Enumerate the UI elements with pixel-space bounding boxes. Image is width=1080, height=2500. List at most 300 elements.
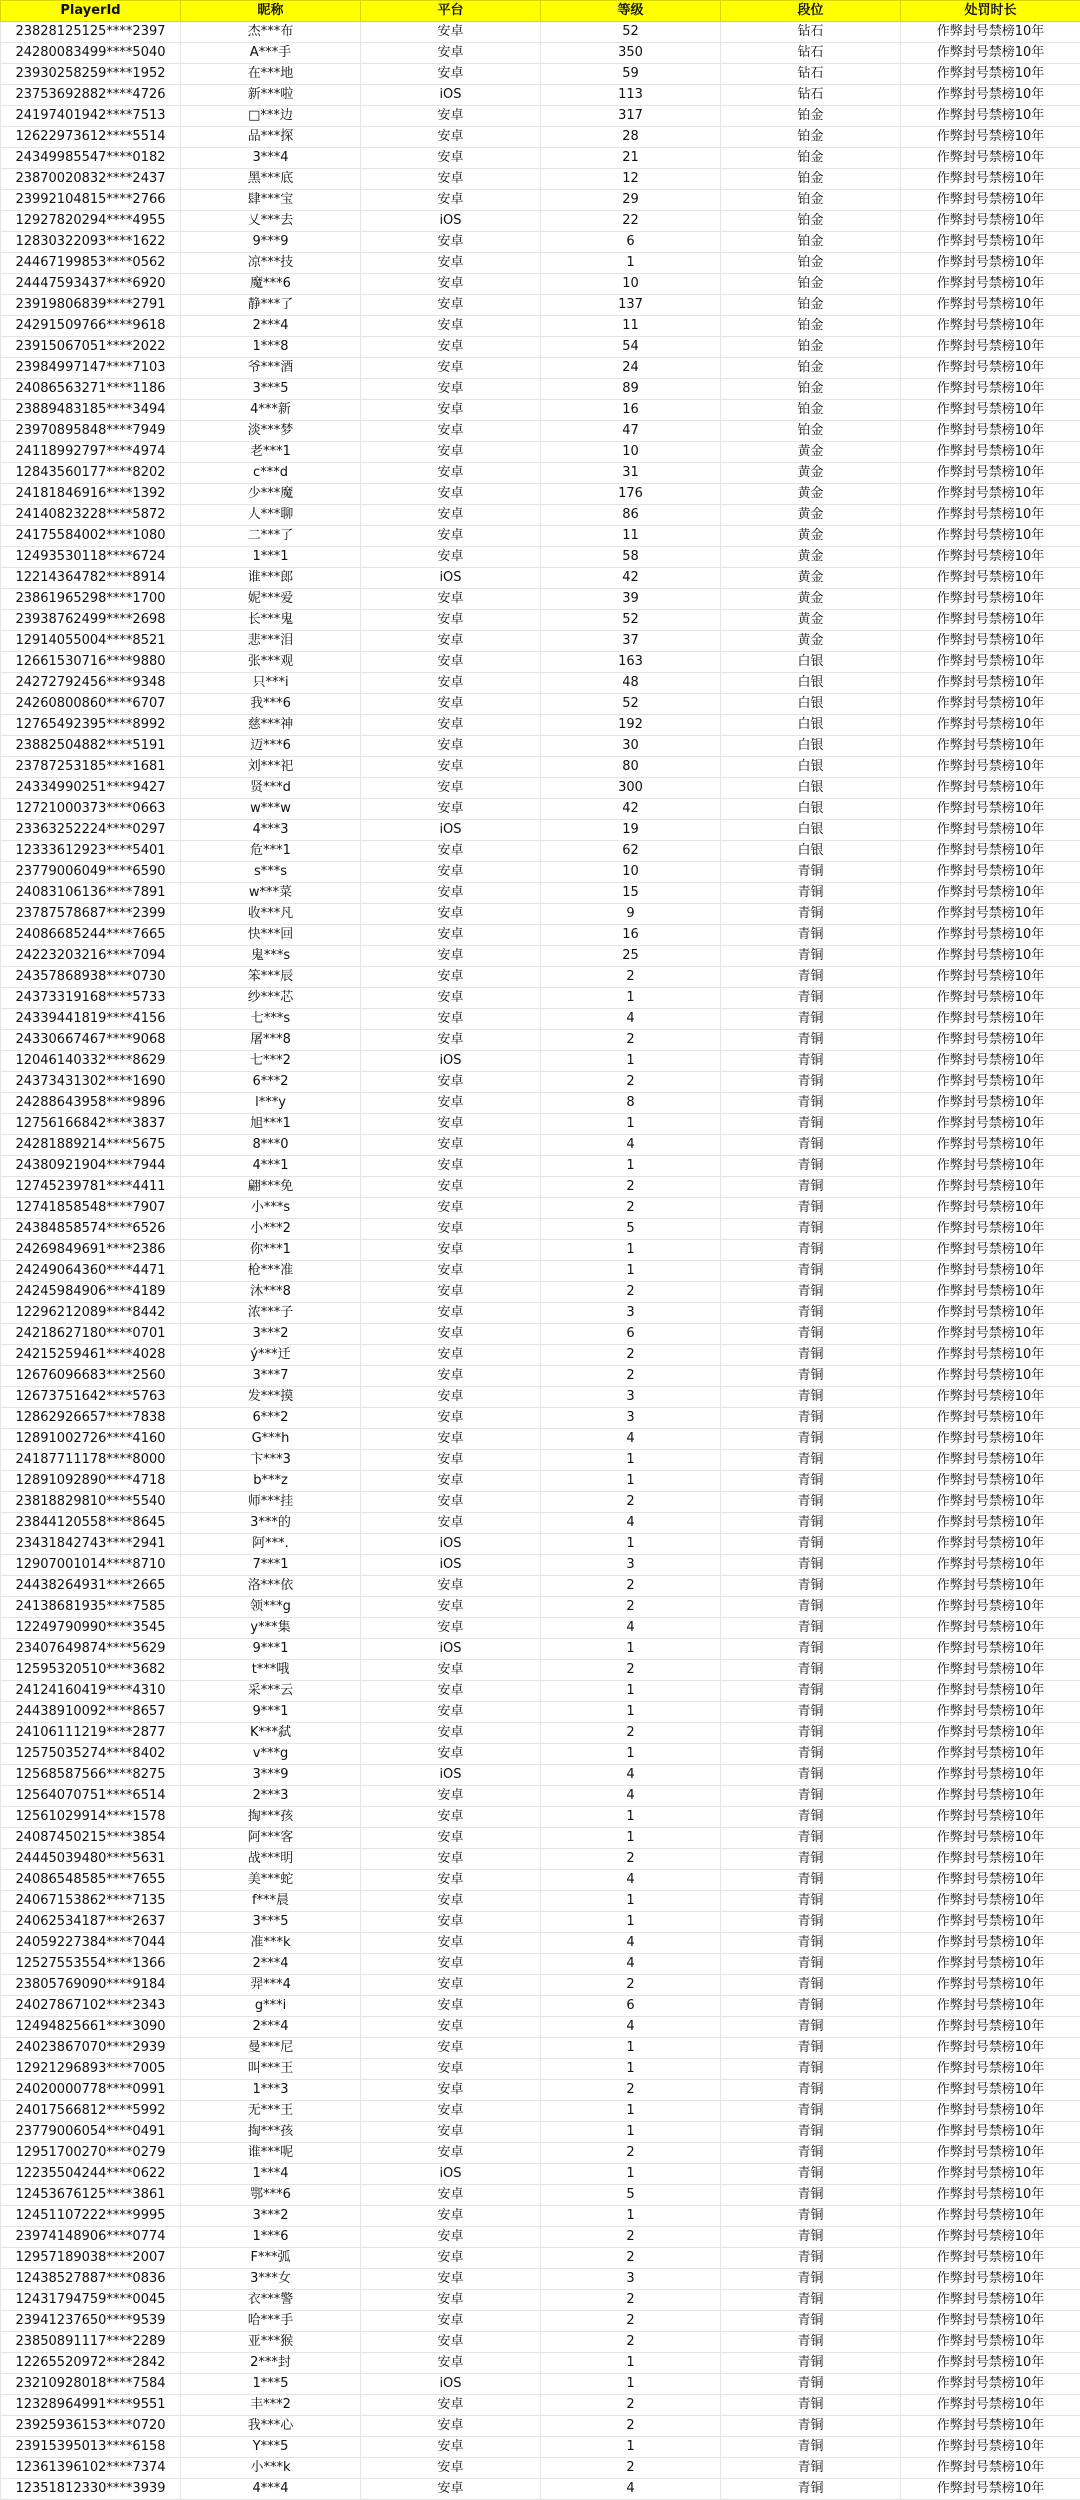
platform-cell: 安卓 [361, 988, 541, 1009]
penalty-cell: 作弊封号禁榜10年 [901, 946, 1080, 967]
platform-cell: 安卓 [361, 379, 541, 400]
nickname-cell: 长***鬼 [181, 610, 361, 631]
platform-cell: 安卓 [361, 1345, 541, 1366]
level-cell: 2 [541, 1072, 721, 1093]
player-id-cell: 24339441819****4156 [1, 1009, 181, 1030]
nickname-cell: 2***4 [181, 316, 361, 337]
rank-cell: 青铜 [721, 1534, 901, 1555]
level-cell: 21 [541, 148, 721, 169]
penalty-cell: 作弊封号禁榜10年 [901, 1996, 1080, 2017]
penalty-cell: 作弊封号禁榜10年 [901, 1765, 1080, 1786]
table-row [1, 1261, 1080, 1282]
penalty-cell: 作弊封号禁榜10年 [901, 148, 1080, 169]
nickname-cell: c***d [181, 463, 361, 484]
rank-cell: 青铜 [721, 1786, 901, 1807]
level-cell: 2 [541, 2290, 721, 2311]
nickname-cell: 我***心 [181, 2416, 361, 2437]
table-body [1, 22, 1080, 2500]
player-id-cell: 12745239781****4411 [1, 1177, 181, 1198]
platform-cell: 安卓 [361, 862, 541, 883]
player-id-cell: 23407649874****5629 [1, 1639, 181, 1660]
player-id-cell: 23930258259****1952 [1, 64, 181, 85]
platform-cell: 安卓 [361, 631, 541, 652]
level-cell: 10 [541, 862, 721, 883]
level-cell: 62 [541, 841, 721, 862]
platform-cell: 安卓 [361, 610, 541, 631]
player-id-cell: 24059227384****7044 [1, 1933, 181, 1954]
penalty-cell: 作弊封号禁榜10年 [901, 1366, 1080, 1387]
player-id-cell: 12595320510****3682 [1, 1660, 181, 1681]
level-cell: 3 [541, 1303, 721, 1324]
rank-cell: 白银 [721, 652, 901, 673]
nickname-cell: 1***8 [181, 337, 361, 358]
platform-cell: 安卓 [361, 43, 541, 64]
player-id-cell: 12564070751****6514 [1, 1786, 181, 1807]
table-row [1, 316, 1080, 337]
rank-cell: 青铜 [721, 1975, 901, 1996]
rank-cell: 白银 [721, 736, 901, 757]
player-id-cell: 24447593437****6920 [1, 274, 181, 295]
nickname-cell: f***晨 [181, 1891, 361, 1912]
penalty-cell: 作弊封号禁榜10年 [901, 652, 1080, 673]
rank-cell: 青铜 [721, 1009, 901, 1030]
rank-cell: 青铜 [721, 1849, 901, 1870]
nickname-cell: v***g [181, 1744, 361, 1765]
penalty-cell: 作弊封号禁榜10年 [901, 2227, 1080, 2248]
penalty-cell: 作弊封号禁榜10年 [901, 988, 1080, 1009]
table-row [1, 1954, 1080, 1975]
player-id-cell: 23431842743****2941 [1, 1534, 181, 1555]
level-cell: 30 [541, 736, 721, 757]
rank-cell: 青铜 [721, 2164, 901, 2185]
table-row [1, 841, 1080, 862]
penalty-cell: 作弊封号禁榜10年 [901, 169, 1080, 190]
penalty-cell: 作弊封号禁榜10年 [901, 1408, 1080, 1429]
rank-cell: 青铜 [721, 2185, 901, 2206]
penalty-cell: 作弊封号禁榜10年 [901, 2185, 1080, 2206]
player-id-cell: 23818829810****5540 [1, 1492, 181, 1513]
level-cell: 2 [541, 2416, 721, 2437]
penalty-cell: 作弊封号禁榜10年 [901, 1597, 1080, 1618]
rank-cell: 青铜 [721, 1114, 901, 1135]
platform-cell: 安卓 [361, 2185, 541, 2206]
nickname-cell: y***集 [181, 1618, 361, 1639]
platform-cell: 安卓 [361, 1450, 541, 1471]
rank-cell: 青铜 [721, 2374, 901, 2395]
rank-cell: 青铜 [721, 1366, 901, 1387]
table-row [1, 1030, 1080, 1051]
table-row [1, 1492, 1080, 1513]
table-row [1, 799, 1080, 820]
nickname-cell: 1***1 [181, 547, 361, 568]
penalty-cell: 作弊封号禁榜10年 [901, 1954, 1080, 1975]
rank-cell: 青铜 [721, 1828, 901, 1849]
nickname-cell: 4***3 [181, 820, 361, 841]
platform-cell: 安卓 [361, 232, 541, 253]
level-cell: 2 [541, 1975, 721, 1996]
player-id-cell: 24218627180****0701 [1, 1324, 181, 1345]
nickname-cell: l***y [181, 1093, 361, 1114]
table-row [1, 2269, 1080, 2290]
nickname-cell: 3***的 [181, 1513, 361, 1534]
penalty-cell: 作弊封号禁榜10年 [901, 1429, 1080, 1450]
nickname-cell: 刘***祀 [181, 757, 361, 778]
nickname-cell: 3***2 [181, 2206, 361, 2227]
level-cell: 42 [541, 799, 721, 820]
penalty-cell: 作弊封号禁榜10年 [901, 1198, 1080, 1219]
level-cell: 2 [541, 1345, 721, 1366]
nickname-cell: 小***k [181, 2458, 361, 2479]
platform-cell: 安卓 [361, 526, 541, 547]
level-cell: 9 [541, 904, 721, 925]
rank-cell: 青铜 [721, 946, 901, 967]
platform-cell: iOS [361, 1765, 541, 1786]
table-row [1, 1219, 1080, 1240]
table-row [1, 442, 1080, 463]
level-cell: 3 [541, 2269, 721, 2290]
table-row [1, 1114, 1080, 1135]
penalty-cell: 作弊封号禁榜10年 [901, 1534, 1080, 1555]
penalty-cell: 作弊封号禁榜10年 [901, 85, 1080, 106]
platform-cell: 安卓 [361, 1828, 541, 1849]
level-cell: 1 [541, 2353, 721, 2374]
level-cell: 4 [541, 2017, 721, 2038]
table-row [1, 1744, 1080, 1765]
platform-cell: 安卓 [361, 1366, 541, 1387]
table-row [1, 946, 1080, 967]
penalty-cell: 作弊封号禁榜10年 [901, 1639, 1080, 1660]
header-platform: 平台 [361, 1, 541, 22]
nickname-cell: 收***凡 [181, 904, 361, 925]
platform-cell: 安卓 [361, 1072, 541, 1093]
header-penalty: 处罚时长 [901, 1, 1080, 22]
level-cell: 10 [541, 442, 721, 463]
platform-cell: 安卓 [361, 2122, 541, 2143]
platform-cell: 安卓 [361, 736, 541, 757]
penalty-cell: 作弊封号禁榜10年 [901, 274, 1080, 295]
penalty-cell: 作弊封号禁榜10年 [901, 1723, 1080, 1744]
table-row [1, 673, 1080, 694]
nickname-cell: 危***1 [181, 841, 361, 862]
table-row [1, 337, 1080, 358]
rank-cell: 白银 [721, 694, 901, 715]
player-id-cell: 23753692882****4726 [1, 85, 181, 106]
platform-cell: 安卓 [361, 1513, 541, 1534]
platform-cell: 安卓 [361, 1492, 541, 1513]
table-row [1, 1807, 1080, 1828]
nickname-cell: 静***了 [181, 295, 361, 316]
table-row [1, 2227, 1080, 2248]
rank-cell: 铂金 [721, 232, 901, 253]
rank-cell: 铂金 [721, 337, 901, 358]
platform-cell: 安卓 [361, 1618, 541, 1639]
platform-cell: 安卓 [361, 883, 541, 904]
rank-cell: 青铜 [721, 1912, 901, 1933]
penalty-cell: 作弊封号禁榜10年 [901, 1450, 1080, 1471]
player-id-cell: 23919806839****2791 [1, 295, 181, 316]
table-row [1, 2080, 1080, 2101]
rank-cell: 青铜 [721, 1996, 901, 2017]
table-row [1, 484, 1080, 505]
level-cell: 31 [541, 463, 721, 484]
player-id-cell: 24020000778****0991 [1, 2080, 181, 2101]
player-id-cell: 12830322093****1622 [1, 232, 181, 253]
nickname-cell: 肆***宝 [181, 190, 361, 211]
level-cell: 1 [541, 1828, 721, 1849]
nickname-cell: 美***蛇 [181, 1870, 361, 1891]
table-row [1, 904, 1080, 925]
penalty-cell: 作弊封号禁榜10年 [901, 1681, 1080, 1702]
level-cell: 2 [541, 2227, 721, 2248]
penalty-cell: 作弊封号禁榜10年 [901, 1975, 1080, 1996]
player-id-cell: 24067153862****7135 [1, 1891, 181, 1912]
player-id-cell: 23974148906****0774 [1, 2227, 181, 2248]
rank-cell: 铂金 [721, 358, 901, 379]
table-row [1, 2353, 1080, 2374]
penalty-cell: 作弊封号禁榜10年 [901, 610, 1080, 631]
nickname-cell: 2***4 [181, 2017, 361, 2038]
penalty-cell: 作弊封号禁榜10年 [901, 2269, 1080, 2290]
rank-cell: 青铜 [721, 2416, 901, 2437]
level-cell: 16 [541, 925, 721, 946]
penalty-cell: 作弊封号禁榜10年 [901, 1786, 1080, 1807]
rank-cell: 青铜 [721, 1219, 901, 1240]
player-id-cell: 12951700270****0279 [1, 2143, 181, 2164]
table-row [1, 421, 1080, 442]
rank-cell: 青铜 [721, 967, 901, 988]
nickname-cell: 杰***布 [181, 22, 361, 43]
level-cell: 1 [541, 2437, 721, 2458]
player-id-cell: 12622973612****5514 [1, 127, 181, 148]
level-cell: 1 [541, 1156, 721, 1177]
player-id-cell: 24023867070****2939 [1, 2038, 181, 2059]
table-row [1, 2206, 1080, 2227]
platform-cell: 安卓 [361, 1303, 541, 1324]
level-cell: 2 [541, 1177, 721, 1198]
penalty-cell: 作弊封号禁榜10年 [901, 1513, 1080, 1534]
player-id-cell: 23844120558****8645 [1, 1513, 181, 1534]
player-id-cell: 12765492395****8992 [1, 715, 181, 736]
player-id-cell: 24140823228****5872 [1, 505, 181, 526]
player-id-cell: 24197401942****7513 [1, 106, 181, 127]
level-cell: 11 [541, 526, 721, 547]
platform-cell: 安卓 [361, 1576, 541, 1597]
level-cell: 1 [541, 2038, 721, 2059]
platform-cell: 安卓 [361, 2458, 541, 2479]
table-row [1, 1660, 1080, 1681]
nickname-cell: F***弧 [181, 2248, 361, 2269]
table-row [1, 1870, 1080, 1891]
penalty-cell: 作弊封号禁榜10年 [901, 1744, 1080, 1765]
nickname-cell: 9***1 [181, 1639, 361, 1660]
table-row [1, 1051, 1080, 1072]
platform-cell: 安卓 [361, 2143, 541, 2164]
player-id-cell: 12249790990****3545 [1, 1618, 181, 1639]
penalty-cell: 作弊封号禁榜10年 [901, 1933, 1080, 1954]
nickname-cell: 沐***8 [181, 1282, 361, 1303]
table-row [1, 925, 1080, 946]
level-cell: 4 [541, 1009, 721, 1030]
platform-cell: iOS [361, 1555, 541, 1576]
platform-cell: 安卓 [361, 1093, 541, 1114]
table-row [1, 2395, 1080, 2416]
rank-cell: 铂金 [721, 274, 901, 295]
rank-cell: 青铜 [721, 2437, 901, 2458]
level-cell: 3 [541, 1555, 721, 1576]
table-row [1, 1009, 1080, 1030]
level-cell: 2 [541, 967, 721, 988]
player-id-cell: 24280083499****5040 [1, 43, 181, 64]
nickname-cell: ý***迁 [181, 1345, 361, 1366]
level-cell: 1 [541, 1681, 721, 1702]
table-row [1, 148, 1080, 169]
player-id-cell: 12891092890****4718 [1, 1471, 181, 1492]
penalty-cell: 作弊封号禁榜10年 [901, 1051, 1080, 1072]
penalty-cell: 作弊封号禁榜10年 [901, 2122, 1080, 2143]
level-cell: 4 [541, 1933, 721, 1954]
level-cell: 48 [541, 673, 721, 694]
player-id-cell: 24373319168****5733 [1, 988, 181, 1009]
player-id-cell: 12891002726****4160 [1, 1429, 181, 1450]
level-cell: 2 [541, 2248, 721, 2269]
rank-cell: 青铜 [721, 2458, 901, 2479]
rank-cell: 白银 [721, 715, 901, 736]
rank-cell: 青铜 [721, 2122, 901, 2143]
level-cell: 80 [541, 757, 721, 778]
penalty-cell: 作弊封号禁榜10年 [901, 2395, 1080, 2416]
player-id-cell: 12957189038****2007 [1, 2248, 181, 2269]
penalty-cell: 作弊封号禁榜10年 [901, 925, 1080, 946]
table-row [1, 1177, 1080, 1198]
table-row [1, 757, 1080, 778]
nickname-cell: 曼***尼 [181, 2038, 361, 2059]
nickname-cell: 洛***依 [181, 1576, 361, 1597]
level-cell: 2 [541, 1198, 721, 1219]
penalty-cell: 作弊封号禁榜10年 [901, 2290, 1080, 2311]
player-id-cell: 12328964991****9551 [1, 2395, 181, 2416]
rank-cell: 青铜 [721, 1597, 901, 1618]
table-row [1, 1891, 1080, 1912]
penalty-cell: 作弊封号禁榜10年 [901, 1849, 1080, 1870]
player-id-cell: 12451107222****9995 [1, 2206, 181, 2227]
platform-cell: 安卓 [361, 652, 541, 673]
player-id-cell: 24438910092****8657 [1, 1702, 181, 1723]
rank-cell: 青铜 [721, 2038, 901, 2059]
platform-cell: 安卓 [361, 2479, 541, 2500]
player-id-cell: 23805769090****9184 [1, 1975, 181, 1996]
rank-cell: 铂金 [721, 211, 901, 232]
platform-cell: 安卓 [361, 1429, 541, 1450]
table-row [1, 22, 1080, 43]
platform-cell: 安卓 [361, 1156, 541, 1177]
platform-cell: 安卓 [361, 673, 541, 694]
player-id-cell: 23915067051****2022 [1, 337, 181, 358]
level-cell: 2 [541, 1366, 721, 1387]
rank-cell: 青铜 [721, 1240, 901, 1261]
header-rank: 段位 [721, 1, 901, 22]
penalty-cell: 作弊封号禁榜10年 [901, 463, 1080, 484]
player-id-cell: 23941237650****9539 [1, 2311, 181, 2332]
player-id-cell: 12046140332****8629 [1, 1051, 181, 1072]
nickname-cell: 人***聊 [181, 505, 361, 526]
platform-cell: 安卓 [361, 2353, 541, 2374]
table-row [1, 736, 1080, 757]
table-row [1, 1366, 1080, 1387]
nickname-cell: 浓***子 [181, 1303, 361, 1324]
platform-cell: 安卓 [361, 1975, 541, 1996]
nickname-cell: 9***9 [181, 232, 361, 253]
rank-cell: 黄金 [721, 610, 901, 631]
table-row [1, 463, 1080, 484]
player-id-cell: 24086685244****7665 [1, 925, 181, 946]
platform-cell: 安卓 [361, 1219, 541, 1240]
platform-cell: 安卓 [361, 1954, 541, 1975]
nickname-cell: 鄂***6 [181, 2185, 361, 2206]
rank-cell: 白银 [721, 799, 901, 820]
player-id-cell: 12907001014****8710 [1, 1555, 181, 1576]
rank-cell: 青铜 [721, 1198, 901, 1219]
rank-cell: 青铜 [721, 1345, 901, 1366]
platform-cell: iOS [361, 820, 541, 841]
penalty-cell: 作弊封号禁榜10年 [901, 820, 1080, 841]
rank-cell: 青铜 [721, 2311, 901, 2332]
nickname-cell: 哈***手 [181, 2311, 361, 2332]
platform-cell: 安卓 [361, 2017, 541, 2038]
level-cell: 59 [541, 64, 721, 85]
level-cell: 22 [541, 211, 721, 232]
level-cell: 10 [541, 274, 721, 295]
rank-cell: 白银 [721, 673, 901, 694]
rank-cell: 钻石 [721, 43, 901, 64]
level-cell: 52 [541, 610, 721, 631]
penalty-cell: 作弊封号禁榜10年 [901, 505, 1080, 526]
rank-cell: 青铜 [721, 1744, 901, 1765]
nickname-cell: 旭***1 [181, 1114, 361, 1135]
nickname-cell: 7***1 [181, 1555, 361, 1576]
level-cell: 137 [541, 295, 721, 316]
nickname-cell: 掏***孩 [181, 1807, 361, 1828]
table-row [1, 2311, 1080, 2332]
player-id-cell: 12661530716****9880 [1, 652, 181, 673]
table-row [1, 778, 1080, 799]
rank-cell: 青铜 [721, 1513, 901, 1534]
player-id-cell: 23779006054****0491 [1, 2122, 181, 2143]
platform-cell: 安卓 [361, 22, 541, 43]
penalty-cell: 作弊封号禁榜10年 [901, 106, 1080, 127]
player-id-cell: 24086548585****7655 [1, 1870, 181, 1891]
player-id-cell: 24138681935****7585 [1, 1597, 181, 1618]
nickname-cell: 七***2 [181, 1051, 361, 1072]
rank-cell: 青铜 [721, 988, 901, 1009]
player-id-cell: 23889483185****3494 [1, 400, 181, 421]
rank-cell: 青铜 [721, 1576, 901, 1597]
player-id-cell: 12568587566****8275 [1, 1765, 181, 1786]
nickname-cell: 快***回 [181, 925, 361, 946]
table-row [1, 1639, 1080, 1660]
nickname-cell: 羿***4 [181, 1975, 361, 1996]
penalty-cell: 作弊封号禁榜10年 [901, 778, 1080, 799]
rank-cell: 青铜 [721, 2332, 901, 2353]
penalty-cell: 作弊封号禁榜10年 [901, 2101, 1080, 2122]
level-cell: 5 [541, 2185, 721, 2206]
platform-cell: 安卓 [361, 1177, 541, 1198]
rank-cell: 青铜 [721, 1660, 901, 1681]
penalty-cell: 作弊封号禁榜10年 [901, 673, 1080, 694]
penalty-cell: 作弊封号禁榜10年 [901, 1219, 1080, 1240]
penalty-cell: 作弊封号禁榜10年 [901, 1345, 1080, 1366]
penalty-cell: 作弊封号禁榜10年 [901, 1303, 1080, 1324]
penalty-cell: 作弊封号禁榜10年 [901, 757, 1080, 778]
